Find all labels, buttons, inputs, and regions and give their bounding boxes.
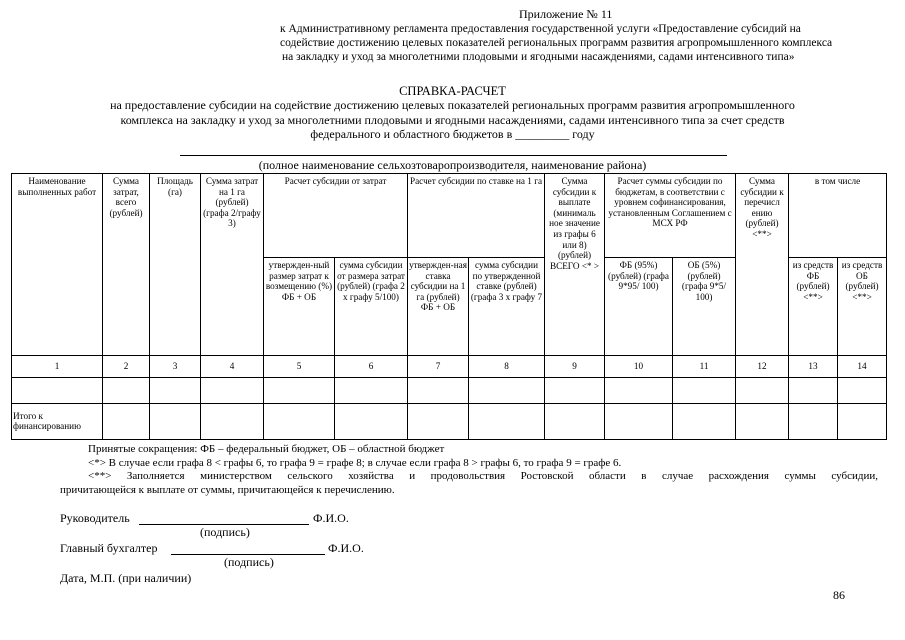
column-number: 1 [12, 356, 103, 378]
table-cell[interactable] [545, 403, 605, 439]
subtitle-line: на предоставление субсидии на содействие достижению целевых показателей региональных программ развития агропромышленного [110, 98, 795, 112]
table-cell[interactable] [469, 403, 545, 439]
header-approved-cost-share: утвержден-ный размер затрат к возмещению (%) ФБ + ОБ [264, 257, 335, 355]
column-number: 8 [469, 356, 545, 378]
accountant-signature-caption: (подпись) [224, 555, 274, 569]
header-group-rate-calc: Расчет субсидии по ставке на 1 га [408, 174, 545, 258]
notes [60, 443, 878, 497]
column-number: 7 [408, 356, 469, 378]
head-signature-caption: (подпись) [200, 525, 250, 539]
appendix-line: к Административному регламента предоставления государственной услуги «Предоставление субсидий на [280, 23, 801, 35]
table-cell[interactable] [150, 378, 201, 403]
table-cell[interactable] [605, 403, 673, 439]
column-number: 3 [150, 356, 201, 378]
header-from-regional: из средств ОБ (рублей) <**> [838, 257, 887, 355]
table-cell[interactable] [469, 378, 545, 403]
header-subsidy-transfer: Сумма субсидии к перечисл ению (рублей) <**> [736, 174, 789, 356]
header-group-budgets: Расчет суммы субсидии по бюджетам, в соответствии с уровнем софинансирования, установленным Соглашением с МСХ РФ [605, 174, 736, 258]
header-total-costs: Сумма затрат, всего (рублей) [103, 174, 150, 356]
column-number: 12 [736, 356, 789, 378]
header-subsidy-payable: Сумма субсидии к выплате (минималь ное значение из графы 6 или 8) (рублей) ВСЕГО <* > [545, 174, 605, 356]
head-label: Руководитель [60, 511, 130, 525]
column-number: 5 [264, 356, 335, 378]
column-numbers-row [12, 356, 887, 378]
table-cell[interactable] [12, 378, 103, 403]
table-cell[interactable] [789, 403, 838, 439]
header-subsidy-by-rate: сумма субсидии по утвержденной ставке (рублей) (графа 3 х графу 7 [469, 257, 545, 355]
note-double-star-line: <**> Заполняется министерством сельского хозяйства и продовольствия Ростовской области в случае расхождения суммы субсидии, [88, 470, 878, 482]
table-cell[interactable] [838, 403, 887, 439]
appendix-line: содействие достижению целевых показателей региональных программ развития агропромышленного комплекса [280, 37, 833, 49]
producer-name-caption: (полное наименование сельхозтоваропроизводителя, наименование района) [258, 158, 647, 172]
note-abbreviations: Принятые сокращения: ФБ – федеральный бюджет, ОБ – областной бюджет [88, 443, 445, 455]
table-cell[interactable] [408, 403, 469, 439]
page-number: 86 [833, 588, 845, 602]
table-cell[interactable] [408, 378, 469, 403]
table-cell[interactable] [736, 378, 789, 403]
total-row [12, 403, 887, 439]
column-number: 9 [545, 356, 605, 378]
note-single-star: <*> В случае если графа 8 < графы 6, то графа 9 = графе 8; в случае если графа 8 > графы 6, то графа 9 = графе 6. [88, 456, 622, 469]
header-group-cost-calc: Расчет субсидии от затрат [264, 174, 408, 258]
header-group-including: в том числе [789, 174, 887, 258]
table-cell[interactable] [335, 403, 408, 439]
column-number: 4 [201, 356, 264, 378]
appendix-reference [280, 22, 880, 64]
header-approved-rate: утвержден-ная ставка субсидии на 1 га (рублей) ФБ + ОБ [408, 257, 469, 355]
column-number: 13 [789, 356, 838, 378]
table-cell[interactable] [103, 378, 150, 403]
header-area: Площадь (га) [150, 174, 201, 356]
table-cell[interactable] [838, 378, 887, 403]
producer-name-line[interactable] [180, 155, 727, 156]
note-double-star-line: причитающейся к выплате от суммы, причитающейся к перечислению. [60, 483, 395, 496]
accountant-fio: Ф.И.О. [328, 541, 364, 555]
table-cell[interactable] [605, 378, 673, 403]
table-cell[interactable] [264, 403, 335, 439]
table-cell[interactable] [201, 378, 264, 403]
table-cell[interactable] [264, 378, 335, 403]
header-work-name: Наименование выполненных работ [12, 174, 103, 356]
document-subtitle [40, 98, 865, 142]
column-number: 10 [605, 356, 673, 378]
date-seal-label: Дата, М.П. (при наличии) [60, 571, 192, 585]
table-cell[interactable] [103, 403, 150, 439]
total-label: Итого к финансированию [12, 403, 103, 439]
note-double-star [60, 470, 878, 497]
accountant-label: Главный бухгалтер [60, 541, 158, 555]
table-cell[interactable] [201, 403, 264, 439]
header-regional-share: ОБ (5%) (рублей) (графа 9*5/ 100) [673, 257, 736, 355]
calculation-table [11, 173, 887, 440]
column-number: 2 [103, 356, 150, 378]
column-number: 6 [335, 356, 408, 378]
appendix-line: на закладку и уход за многолетними плодовыми и ягодными насаждениями, садами интенсивного типа» [282, 51, 795, 63]
table-cell[interactable] [673, 378, 736, 403]
table-cell[interactable] [673, 403, 736, 439]
table-cell[interactable] [545, 378, 605, 403]
column-number: 11 [673, 356, 736, 378]
document-title: СПРАВКА-РАСЧЕТ [399, 84, 506, 98]
header-from-federal: из средств ФБ (рублей) <**> [789, 257, 838, 355]
table-cell[interactable] [736, 403, 789, 439]
head-fio: Ф.И.О. [313, 511, 349, 525]
header-subsidy-from-costs: сумма субсидии от размера затрат (рублей) (графа 2 х графу 5/100) [335, 257, 408, 355]
table-cell[interactable] [150, 403, 201, 439]
subtitle-line: федерального и областного бюджетов в _________ году [310, 127, 595, 141]
subtitle-line: комплекса на закладку и уход за многолетними плодовыми и ягодными насаждениями, садами интенсивного типа за счет средств [120, 112, 785, 127]
column-number: 14 [838, 356, 887, 378]
table-cell[interactable] [789, 378, 838, 403]
header-cost-per-ha: Сумма затрат на 1 га (рублей) (графа 2/графу 3) [201, 174, 264, 356]
header-federal-share: ФБ (95%) (рублей) (графа 9*95/ 100) [605, 257, 673, 355]
table-cell[interactable] [335, 378, 408, 403]
table-row [12, 378, 887, 403]
